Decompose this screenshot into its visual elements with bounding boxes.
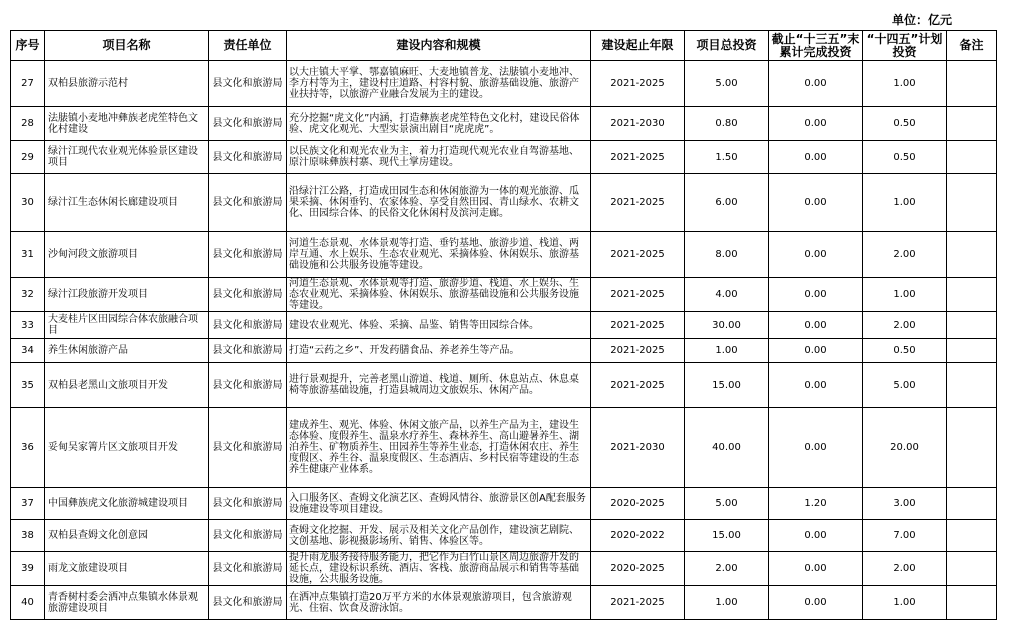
responsible-unit: 县文化和旅游局 [209, 552, 287, 586]
planned-investment: 2.00 [863, 232, 947, 278]
construction-years: 2021-2025 [591, 339, 685, 363]
completed-investment: 0.00 [769, 586, 863, 620]
project-name: 青香树村委会洒冲点集镇水体景观旅游建设项目 [45, 586, 209, 620]
responsible-unit: 县文化和旅游局 [209, 232, 287, 278]
table-row [11, 61, 997, 107]
construction-content: 提升雨龙服务接待服务能力，把它作为白竹山景区周边旅游开发的延长点，建设标识系统、酒店、客栈、旅游商品展示和销售等基础设施，公共服务设施。 [287, 552, 591, 586]
planned-investment: 2.00 [863, 552, 947, 586]
construction-years: 2021-2025 [591, 141, 685, 174]
note [947, 232, 997, 278]
header-years: 建设起止年限 [591, 31, 685, 61]
project-name: 雨龙文旅建设项目 [45, 552, 209, 586]
completed-investment: 0.00 [769, 408, 863, 488]
responsible-unit: 县文化和旅游局 [209, 141, 287, 174]
row-index: 37 [11, 488, 45, 520]
unit-label: 单位：亿元 [892, 13, 953, 27]
responsible-unit: 县文化和旅游局 [209, 312, 287, 339]
note [947, 107, 997, 141]
table-row [11, 107, 997, 141]
total-investment: 6.00 [685, 174, 769, 232]
planned-investment: 5.00 [863, 363, 947, 408]
table-row [11, 408, 997, 488]
table-row [11, 174, 997, 232]
project-name: 双柏县查姆文化创意园 [45, 520, 209, 552]
responsible-unit: 县文化和旅游局 [209, 174, 287, 232]
total-investment: 15.00 [685, 363, 769, 408]
completed-investment: 0.00 [769, 61, 863, 107]
construction-content: 建设农业观光、体验、采摘、品鉴、销售等田园综合体。 [287, 312, 591, 339]
planned-investment: 1.00 [863, 278, 947, 312]
construction-content: 在洒冲点集镇打造20万平方米的水体景观旅游项目，包含旅游观光、住宿、饮食及游泳馆。 [287, 586, 591, 620]
project-name: 中国彝族虎文化旅游城建设项目 [45, 488, 209, 520]
table-header-row [11, 31, 997, 61]
completed-investment: 0.00 [769, 520, 863, 552]
total-investment: 5.00 [685, 61, 769, 107]
total-investment: 1.00 [685, 586, 769, 620]
completed-investment: 1.20 [769, 488, 863, 520]
table-row [11, 586, 997, 620]
row-index: 33 [11, 312, 45, 339]
construction-years: 2021-2030 [591, 408, 685, 488]
planned-investment: 3.00 [863, 488, 947, 520]
table-row [11, 552, 997, 586]
completed-investment: 0.00 [769, 552, 863, 586]
table-row [11, 488, 997, 520]
total-investment: 1.00 [685, 339, 769, 363]
planned-investment: 0.50 [863, 141, 947, 174]
responsible-unit: 县文化和旅游局 [209, 488, 287, 520]
responsible-unit: 县文化和旅游局 [209, 363, 287, 408]
project-name: 绿汁江段旅游开发项目 [45, 278, 209, 312]
planned-investment: 1.00 [863, 586, 947, 620]
project-name: 大麦桂片区田园综合体农旅融合项目 [45, 312, 209, 339]
project-name: 双柏县旅游示范村 [45, 61, 209, 107]
construction-content: 进行景观提升，完善老黑山游道、栈道、厕所、休息站点、休息桌椅等旅游基础设施，打造县城周边文旅娱乐、休闲产品。 [287, 363, 591, 408]
construction-content: 河道生态景观、水体景观等打造、旅游步道、栈道、水上娱乐、生态农业观光、采摘体验、休闲娱乐、旅游基础设施和公共服务设施等建设。 [287, 278, 591, 312]
row-index: 31 [11, 232, 45, 278]
planned-investment: 1.00 [863, 61, 947, 107]
planned-investment: 7.00 [863, 520, 947, 552]
construction-years: 2021-2025 [591, 312, 685, 339]
total-investment: 2.00 [685, 552, 769, 586]
responsible-unit: 县文化和旅游局 [209, 339, 287, 363]
header-responsible-unit: 责任单位 [209, 31, 287, 61]
table-row [11, 141, 997, 174]
completed-investment: 0.00 [769, 107, 863, 141]
completed-investment: 0.00 [769, 278, 863, 312]
construction-years: 2020-2025 [591, 552, 685, 586]
project-name: 养生休闲旅游产品 [45, 339, 209, 363]
total-investment: 30.00 [685, 312, 769, 339]
planned-investment: 20.00 [863, 408, 947, 488]
planned-investment: 2.00 [863, 312, 947, 339]
note [947, 61, 997, 107]
header-index: 序号 [11, 31, 45, 61]
project-name: 妥甸吴家箐片区文旅项目开发 [45, 408, 209, 488]
project-name: 绿汁江生态休闲长廊建设项目 [45, 174, 209, 232]
table-row [11, 312, 997, 339]
note [947, 174, 997, 232]
total-investment: 8.00 [685, 232, 769, 278]
planned-investment: 1.00 [863, 174, 947, 232]
construction-content: 以大庄镇大平掌、鄂嘉镇麻旺、大麦地镇普龙、法脿镇小麦地冲、李方村等为主，建设村庄道路、村容村貌、旅游基础设施、旅游产业扶持等，以旅游产业融合发展为主的建设。 [287, 61, 591, 107]
construction-content: 充分挖掘“虎文化”内涵，打造彝族老虎笙特色文化村，建设民俗体验、虎文化观光、大型实景演出剧目“虎虎虎”。 [287, 107, 591, 141]
construction-content: 以民族文化和观光农业为主，着力打造现代观光农业自驾游基地、原汁原味彝族村寨、现代土掌房建设。 [287, 141, 591, 174]
completed-investment: 0.00 [769, 312, 863, 339]
header-completed-investment: 截止“十三五”末累计完成投资 [769, 31, 863, 61]
note [947, 586, 997, 620]
construction-years: 2021-2025 [591, 586, 685, 620]
table-row [11, 278, 997, 312]
row-index: 30 [11, 174, 45, 232]
planned-investment: 0.50 [863, 339, 947, 363]
planned-investment: 0.50 [863, 107, 947, 141]
total-investment: 40.00 [685, 408, 769, 488]
total-investment: 15.00 [685, 520, 769, 552]
construction-content: 查姆文化挖掘、开发、展示及相关文化产品创作，建设演艺剧院、文创基地、影视摄影场所、销售、体验区等。 [287, 520, 591, 552]
row-index: 38 [11, 520, 45, 552]
construction-years: 2021-2025 [591, 278, 685, 312]
row-index: 28 [11, 107, 45, 141]
note [947, 488, 997, 520]
construction-years: 2020-2025 [591, 488, 685, 520]
responsible-unit: 县文化和旅游局 [209, 278, 287, 312]
project-name: 绿汁江现代农业观光体验景区建设项目 [45, 141, 209, 174]
construction-content: 河道生态景观、水体景观等打造、垂钓基地、旅游步道、栈道、两岸互通、水上娱乐、生态农业观光、采摘体验、休闲娱乐、旅游基础设施和公共服务设施等建设。 [287, 232, 591, 278]
header-planned-investment: “十四五”计划投资 [863, 31, 947, 61]
row-index: 40 [11, 586, 45, 620]
construction-years: 2021-2025 [591, 363, 685, 408]
responsible-unit: 县文化和旅游局 [209, 586, 287, 620]
note [947, 312, 997, 339]
row-index: 36 [11, 408, 45, 488]
note [947, 363, 997, 408]
completed-investment: 0.00 [769, 141, 863, 174]
header-total-investment: 项目总投资 [685, 31, 769, 61]
total-investment: 4.00 [685, 278, 769, 312]
table-row [11, 339, 997, 363]
completed-investment: 0.00 [769, 232, 863, 278]
construction-years: 2021-2025 [591, 61, 685, 107]
table-row [11, 363, 997, 408]
table-row [11, 520, 997, 552]
total-investment: 1.50 [685, 141, 769, 174]
responsible-unit: 县文化和旅游局 [209, 107, 287, 141]
construction-years: 2021-2025 [591, 232, 685, 278]
total-investment: 5.00 [685, 488, 769, 520]
construction-years: 2021-2025 [591, 174, 685, 232]
note [947, 552, 997, 586]
construction-years: 2021-2030 [591, 107, 685, 141]
note [947, 339, 997, 363]
header-content: 建设内容和规模 [287, 31, 591, 61]
project-name: 双柏县老黑山文旅项目开发 [45, 363, 209, 408]
construction-content: 打造“云药之乡”、开发药膳食品、养老养生等产品。 [287, 339, 591, 363]
construction-content: 建成养生、观光、体验、休闲文旅产品，以养生产品为主，建设生态体验、度假养生、温泉水疗养生、森林养生、高山避暑养生、湖泊养生、矿物质养生、田园养生等养生业态，打造休闲农庄、养生度假区、养生谷、温泉度假区、生态酒店、乡村民宿等建设的生态养生健康产业体系。 [287, 408, 591, 488]
project-name: 法脿镇小麦地冲彝族老虎笙特色文化村建设 [45, 107, 209, 141]
row-index: 34 [11, 339, 45, 363]
row-index: 29 [11, 141, 45, 174]
construction-content: 入口服务区、查姆文化演艺区、查姆风情谷、旅游景区创A配套服务设施建设等项目建设。 [287, 488, 591, 520]
note [947, 520, 997, 552]
note [947, 408, 997, 488]
responsible-unit: 县文化和旅游局 [209, 61, 287, 107]
table-row [11, 232, 997, 278]
row-index: 39 [11, 552, 45, 586]
construction-years: 2020-2022 [591, 520, 685, 552]
responsible-unit: 县文化和旅游局 [209, 408, 287, 488]
completed-investment: 0.00 [769, 174, 863, 232]
responsible-unit: 县文化和旅游局 [209, 520, 287, 552]
header-project-name: 项目名称 [45, 31, 209, 61]
project-table [10, 30, 997, 620]
note [947, 141, 997, 174]
row-index: 32 [11, 278, 45, 312]
note [947, 278, 997, 312]
total-investment: 0.80 [685, 107, 769, 141]
completed-investment: 0.00 [769, 339, 863, 363]
project-name: 沙甸河段文旅游项目 [45, 232, 209, 278]
row-index: 27 [11, 61, 45, 107]
completed-investment: 0.00 [769, 363, 863, 408]
header-note: 备注 [947, 31, 997, 61]
construction-content: 沿绿汁江公路，打造成田园生态和休闲旅游为一体的观光旅游、瓜果采摘、休闲垂钓、农家体验、享受自然田园、青山绿水、农耕文化、田园综合体、的民俗文化休闲村及滨河走廊。 [287, 174, 591, 232]
row-index: 35 [11, 363, 45, 408]
